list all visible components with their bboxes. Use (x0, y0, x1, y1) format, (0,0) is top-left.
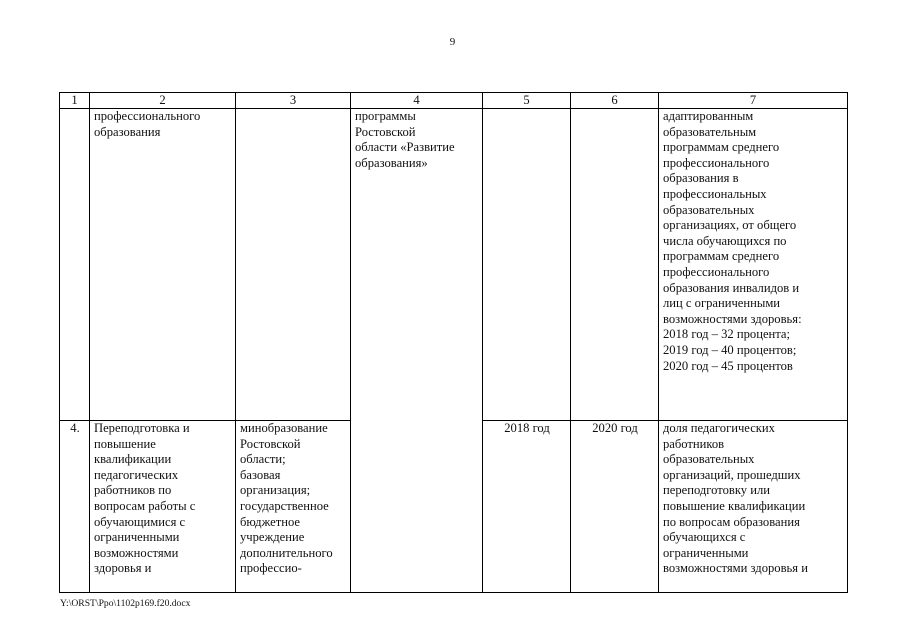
cell-number (60, 109, 90, 421)
header-col-3: 3 (236, 93, 351, 109)
cell-executor: минобразование Ростовской области; базовая организация; государственное бюджетное учреждение дополнительного профессио- (236, 421, 351, 593)
page-number: 9 (449, 36, 456, 48)
table-row-continued (60, 109, 848, 421)
header-col-1: 1 (60, 93, 90, 109)
header-col-7: 7 (659, 93, 848, 109)
cell-event-name: Переподготовка и повышение квалификации педагогических работников по вопросам работы с обучающимися с ограниченными возможностями здоровья и (90, 421, 236, 593)
table-header-row (60, 93, 848, 109)
cell-start-date (483, 109, 571, 421)
cell-number: 4. (60, 421, 90, 593)
header-col-5: 5 (483, 93, 571, 109)
document-table (59, 92, 848, 593)
cell-start-date: 2018 год (483, 421, 571, 593)
header-col-6: 6 (571, 93, 659, 109)
header-col-2: 2 (90, 93, 236, 109)
cell-indicator: доля педагогических работников образовательных организаций, прошедших переподготовку или повышение квалификации по вопросам образования обучающихся с ограниченными возможностями здоровья и (659, 421, 848, 593)
cell-program: программы Ростовской области «Развитие образования» (351, 109, 483, 593)
cell-end-date (571, 109, 659, 421)
footer-file-path: Y:\ORST\Ppo\1102p169.f20.docx (60, 598, 191, 609)
cell-executor (236, 109, 351, 421)
cell-indicator: адаптированным образовательным программам среднего профессионального образования в профессиональных образовательных организациях, от общего числа обучающихся по программам среднего профессионального образования инвалидов и лиц с ограниченными возможностями здоровья: 2018 год – 32 процента; 2019 год – 40 процентов; 2020 год – 45 процентов (659, 109, 848, 421)
cell-event-name: профессионального образования (90, 109, 236, 421)
cell-end-date: 2020 год (571, 421, 659, 593)
header-col-4: 4 (351, 93, 483, 109)
